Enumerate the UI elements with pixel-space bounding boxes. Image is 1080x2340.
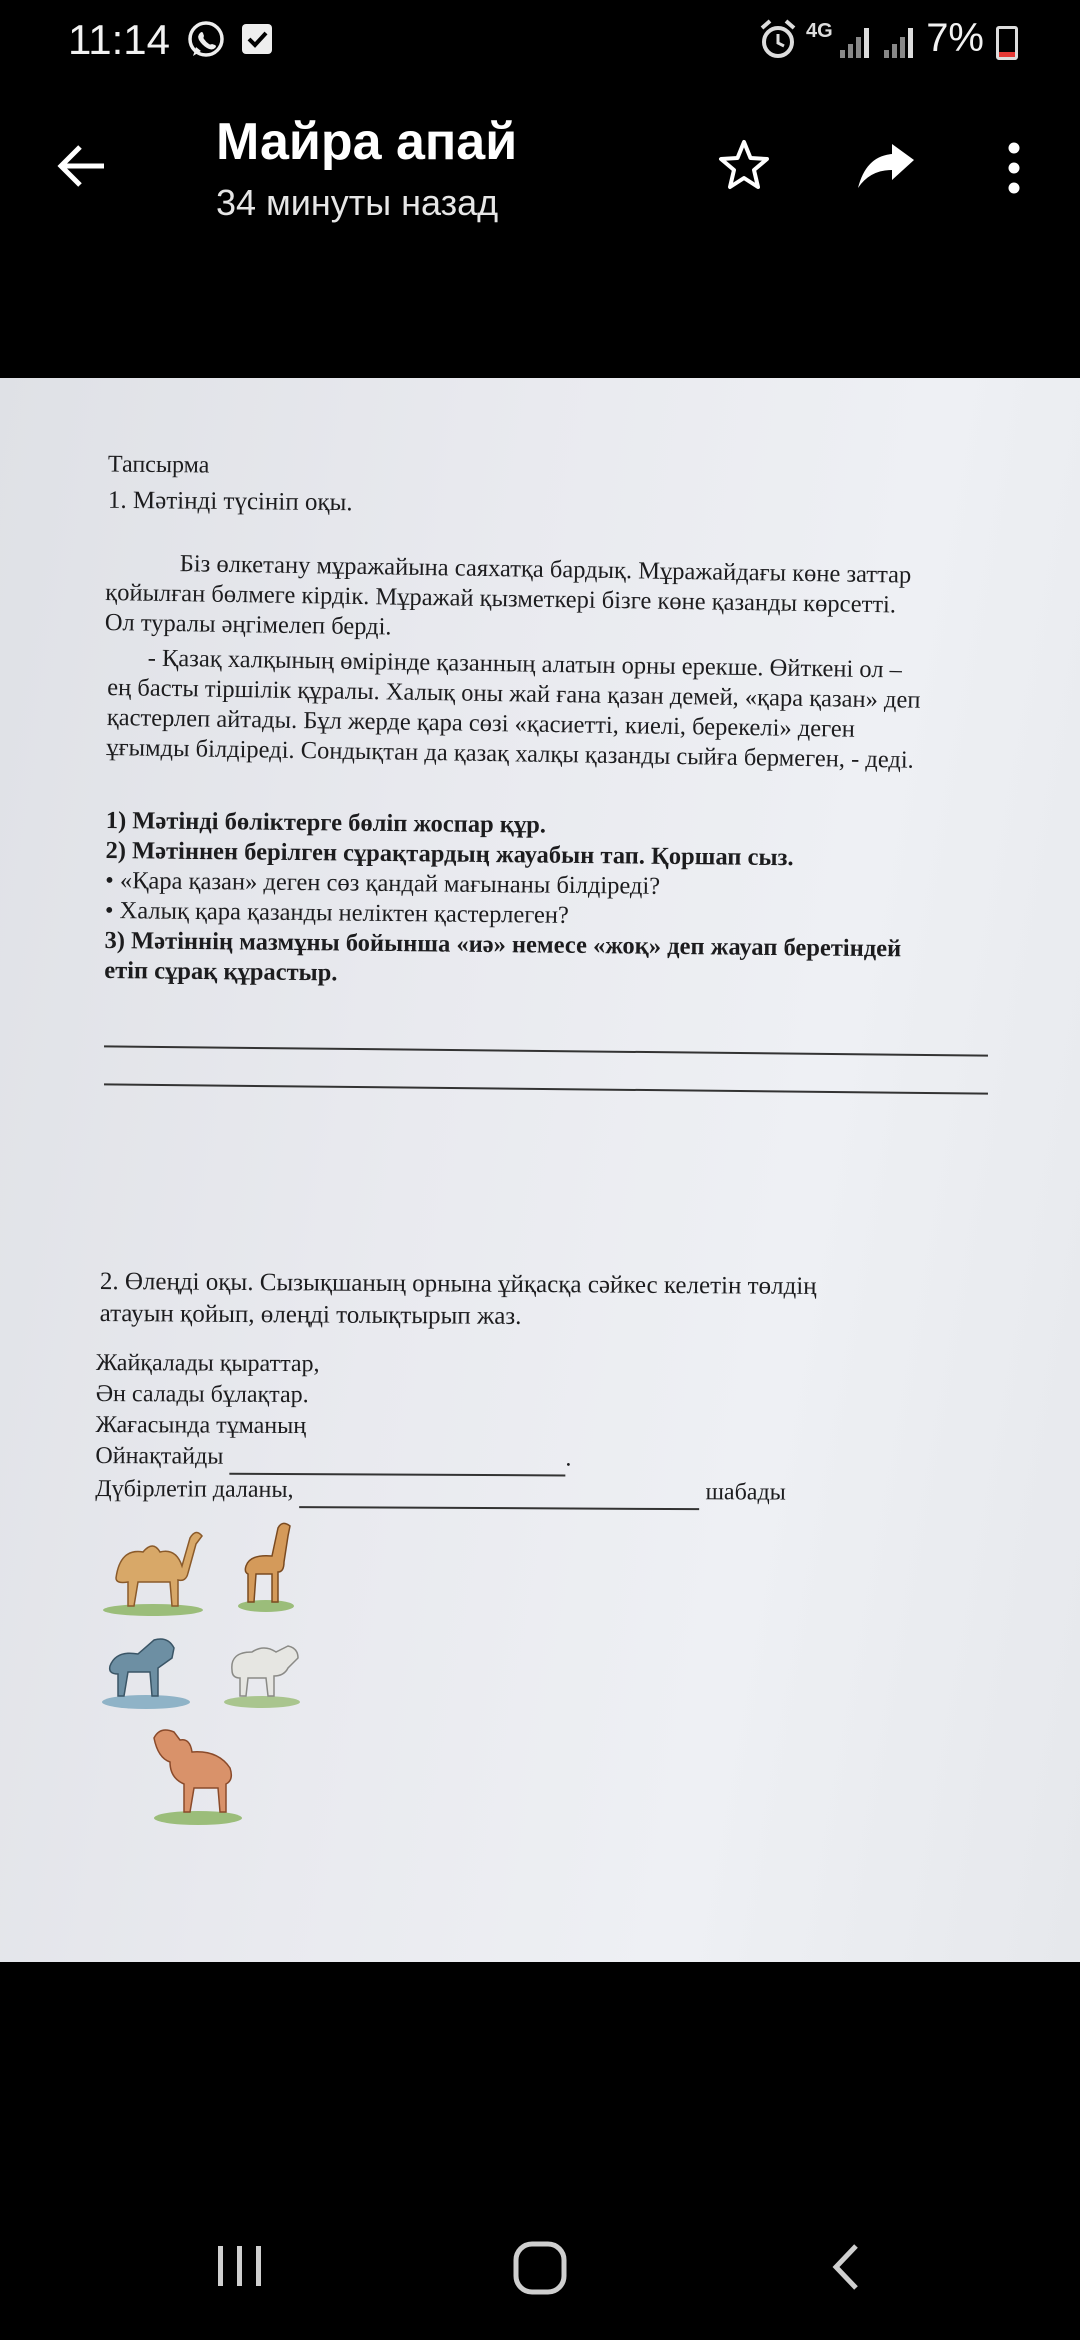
questions [104,806,1036,996]
battery-percent: 7% [926,16,984,60]
answer-line [104,1045,988,1056]
blank-line [229,1442,565,1477]
poem-line [95,1474,995,1512]
paragraph2-line: - Қазақ халқының өмірінде қазанның алатын орны ерекше. Өйткені ол – [147,644,903,684]
checkbox-notification-icon [240,22,274,56]
back-arrow-icon[interactable] [56,142,108,190]
poem [95,1348,996,1512]
poem-line-end: . [565,1445,572,1472]
battery-icon [996,26,1018,60]
task2-title-line: 2. Өлеңді оқы. Сызықшаның орнына ұйқасқа сәйкес келетін төлдің [99,1268,817,1301]
paragraph2-line: ұғымды білдіреді. Сондықтан да қазақ халқы қазанды сыйға бермеген, - деді. [106,733,915,774]
status-time: 11:14 [68,16,170,63]
navigation-bar [0,2200,1080,2340]
worksheet-photo[interactable] [0,378,1080,1962]
poem-line: Ән салады бұлақтар. [95,1380,309,1409]
star-icon[interactable] [716,138,772,194]
calf-icon [140,1718,250,1828]
network-type: 4G [806,20,833,42]
question-3: 3) Мәтіннің мазмұны бойынша «иә» немесе «жоқ» деп жауап беретіндей [104,926,902,963]
paragraph1 [105,548,1006,652]
signal-icon [838,22,926,60]
poem-line-start: Ойнақтайды [95,1442,224,1470]
message-time: 34 минуты назад [216,182,499,223]
more-vert-icon[interactable] [1004,140,1024,196]
paragraph1-line: қойылған бөлмеге кірдік. Мұражай қызметкері бізге көне қазанды көрсетті. [105,578,897,619]
task1-title: 1. Мәтінді түсініп оқы. [107,486,353,517]
app-bar [0,82,1080,252]
goat-kid-icon [98,1628,194,1710]
poem-line-start: Дүбірлетіп даланы, [95,1475,294,1504]
paragraph2-line: ең басты тіршілік құралы. Халық оны жай ғана қазан демей, «қара қазан» деп [107,673,921,714]
poem-line: Жағасында тұманың [95,1411,307,1440]
paragraph1-line: Ол туралы әңгімелеп берді. [104,608,392,641]
question-2-bullet: • Халық қара қазанды неліктен қастерлеген? [104,896,570,929]
poem-line: Жайқалады қыраттар, [95,1350,320,1378]
paragraph1-line: Біз өлкетану мұражайына саяхатқа бардық. Мұражайдағы көне заттар [179,550,912,589]
whatsapp-icon [184,18,228,62]
task2-title-line: атауын қойып, өлеңді толықтырып жаз. [99,1299,522,1330]
foal-icon [230,1514,300,1614]
back-icon[interactable] [826,2240,866,2294]
paragraph2-line: қастерлеп айтады. Бұл жерде қара сөзі «қасиетті, киелі, берекелі» деген [106,703,856,743]
blank-line [299,1475,699,1510]
doc-heading: Тапсырма [107,451,210,479]
poem-line-end: шабады [705,1479,786,1506]
question-2: 2) Мәтіннен берілген сұрақтардың жауабын тап. Қоршап сыз. [105,836,794,872]
question-3: етіп сұрақ құрастыр. [104,956,338,987]
sender-name: Майра апай [216,113,518,171]
alarm-icon [758,18,798,62]
question-2-bullet: • «Қара қазан» деген сөз қандай мағынаны білдіреді? [105,866,661,900]
home-icon[interactable] [510,2240,570,2296]
paragraph2 [106,643,1008,777]
camel-calf-icon [98,1518,208,1618]
poem-line [95,1441,995,1479]
share-icon[interactable] [856,142,916,192]
answer-line [104,1083,988,1094]
task2-title [100,1266,1040,1337]
lamb-icon [218,1634,304,1710]
question-1: 1) Мәтінді бөліктерге бөліп жоспар құр. [105,806,547,839]
status-bar [0,0,1080,82]
recent-apps-icon[interactable] [214,2240,266,2292]
